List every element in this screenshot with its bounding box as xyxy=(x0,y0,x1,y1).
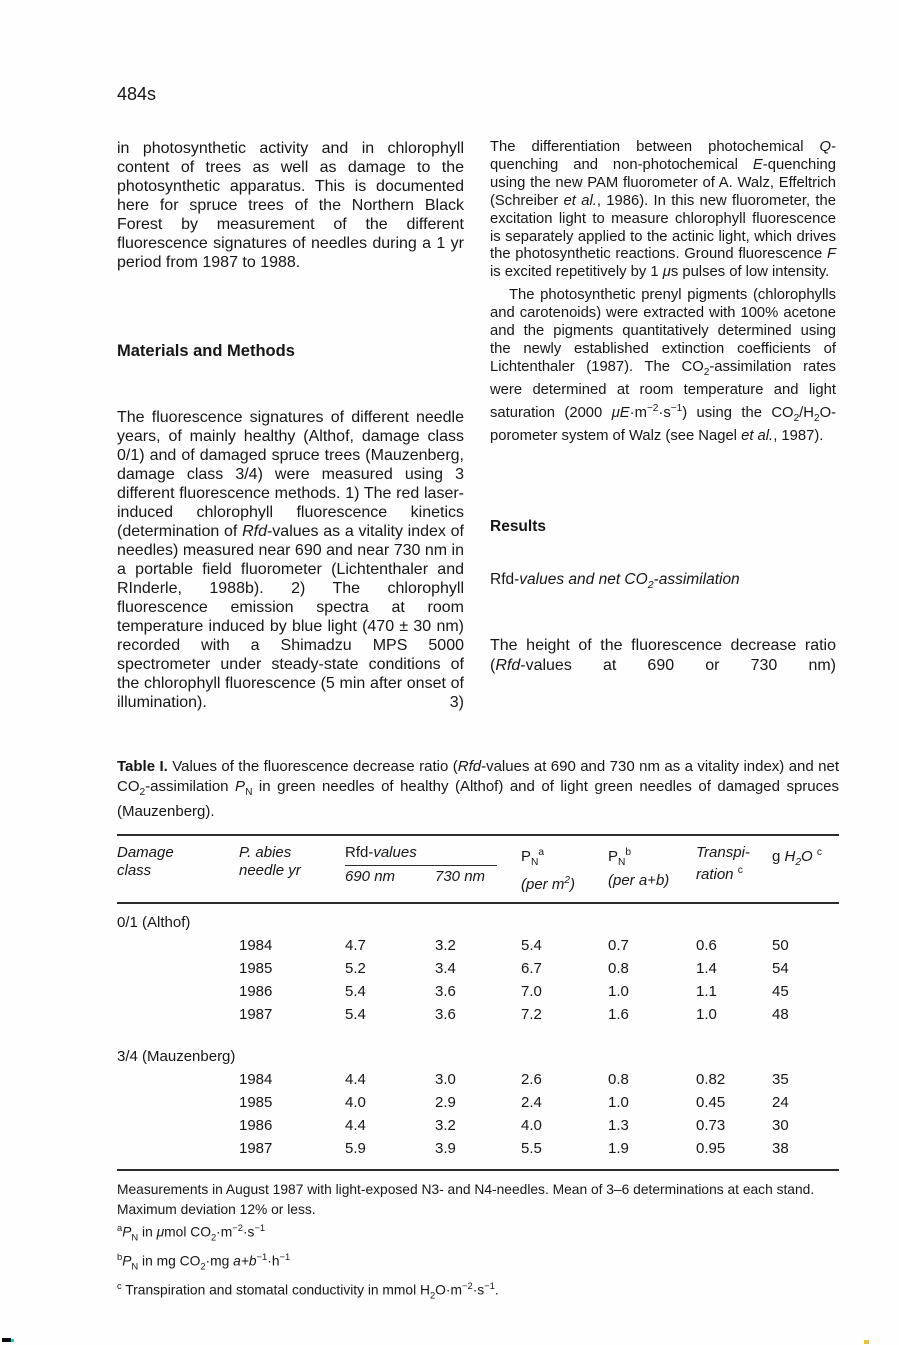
table-cell: 2.9 xyxy=(435,1094,456,1111)
table-cell: 0.8 xyxy=(608,1071,629,1088)
table-cell: 1.4 xyxy=(696,959,717,977)
table-cell: 4.4 xyxy=(345,1117,366,1134)
table-cell-empty xyxy=(117,980,239,1003)
table-cell: 1.0 xyxy=(608,982,629,1000)
rfd-values-label: Rfd-values xyxy=(345,844,497,867)
table-cell: 1987 xyxy=(239,1140,273,1157)
right-column xyxy=(490,139,836,676)
table-header-needle-year: P. abies needle yr xyxy=(239,835,345,903)
results-paragraph: The height of the fluorescence decrease ratio (Rfd-values at 690 or 730 nm) xyxy=(490,637,836,675)
table-header-690nm: 690 nm xyxy=(345,868,396,885)
table-header-pn-per-ab: $P_N^b$ (per a+b) xyxy=(608,835,696,903)
table-cell: 35 xyxy=(772,1071,789,1088)
table-cell: 1.3 xyxy=(608,1117,629,1134)
table-cell: 0.82 xyxy=(696,1071,726,1088)
table-cell-empty xyxy=(117,957,239,980)
footnote-a: $^aP_N$ in μmol $CO_2\cdot m^{-2}\cdot s^{-1}$ xyxy=(117,1223,266,1243)
table-cell-empty xyxy=(117,934,239,957)
scan-artifact-dark xyxy=(2,1338,11,1342)
table-cell: 7.2 xyxy=(521,1005,542,1023)
table-cell: 3.2 xyxy=(435,936,456,954)
table-group-row xyxy=(117,903,839,935)
left-column xyxy=(117,139,464,712)
pigments-paragraph: The photosynthetic prenyl pigments (chlorophylls and carotenoids) were extracted with 100% acetone and the pigments quantitatively determined using the newly established extinction coefficients of Lichtenthaler (1987). The $CO_2$-assimilation rates were determined at room temperature and light saturation (2000 $\mu E\cdot m^{-2}\cdot s^{-1}$) using the $CO_2/H_2O$-porometer system of Walz (see Nagel et al., 1987). xyxy=(490,287,836,444)
table-cell: 4.4 xyxy=(345,1071,366,1088)
table-cell: 50 xyxy=(772,936,789,954)
table-cell: 1.9 xyxy=(608,1140,629,1157)
table-cell: 0.73 xyxy=(696,1117,726,1134)
table-cell: 3.2 xyxy=(435,1117,456,1134)
table-cell: 0.45 xyxy=(696,1094,726,1111)
table-cell-empty xyxy=(117,1138,239,1171)
table-cell: 38 xyxy=(772,1140,789,1157)
table-cell-empty xyxy=(117,1003,239,1026)
table-cell: 1986 xyxy=(239,982,273,1000)
table-header-row xyxy=(117,835,839,903)
table-row xyxy=(117,1003,839,1026)
table-row xyxy=(117,1115,839,1138)
table-row xyxy=(117,1092,839,1115)
scan-artifact-cyan xyxy=(11,1339,14,1342)
table-cell: 45 xyxy=(772,982,789,1000)
table-cell: 0.8 xyxy=(608,959,629,977)
table-cell: 4.7 xyxy=(345,936,366,954)
table-body xyxy=(117,903,839,1171)
table-cell: 1.0 xyxy=(608,1094,629,1111)
table-cell: 6.7 xyxy=(521,959,542,977)
table-cell: 0.95 xyxy=(696,1140,726,1157)
table-header-gh2o: g $H_2O$ $^c$ xyxy=(772,835,839,903)
table-cell-empty xyxy=(117,1092,239,1115)
table-row xyxy=(117,957,839,980)
table-cell: 1985 xyxy=(239,959,273,977)
table-cell: 54 xyxy=(772,959,789,977)
table-cell: 5.4 xyxy=(345,1005,366,1023)
page-number: 484s xyxy=(117,84,157,104)
table-cell: 1987 xyxy=(239,1005,273,1023)
footnote-c: $^c$ Transpiration and stomatal conductivity in mmol $H_2O\cdot m^{-2}\cdot s^{-1}$. xyxy=(117,1280,499,1301)
table-cell: 5.2 xyxy=(345,959,366,977)
table-cell: 2.6 xyxy=(521,1071,542,1088)
table-cell: 2.4 xyxy=(521,1094,542,1111)
table-cell: 5.4 xyxy=(521,936,542,954)
table-cell: 1984 xyxy=(239,936,273,954)
results-heading: Results xyxy=(490,517,546,535)
table-cell: 30 xyxy=(772,1117,789,1134)
footnote-b: $^bP_N$ in mg $CO_2\cdot mg$ $a+b^{-1}\cdot h^{-1}$ xyxy=(117,1251,291,1272)
table-header-transpiration: Transpi- ration $^c$ xyxy=(696,835,772,903)
table-cell: 48 xyxy=(772,1005,789,1023)
table-header-730nm: 730 nm xyxy=(435,868,486,885)
table-cell-empty xyxy=(117,1115,239,1138)
table-group-label: 0/1 (Althof) xyxy=(117,913,191,931)
table-cell: 0.7 xyxy=(608,936,629,954)
table-cell: 5.4 xyxy=(345,982,366,1000)
table-cell: 3.9 xyxy=(435,1140,456,1157)
table-cell: 4.0 xyxy=(345,1094,366,1111)
table-cell: 4.0 xyxy=(521,1117,542,1134)
table-cell: 5.5 xyxy=(521,1140,542,1157)
table-row xyxy=(117,934,839,957)
table-group-label: 3/4 (Mauzenberg) xyxy=(117,1048,236,1065)
table-cell: 3.6 xyxy=(435,982,456,1000)
table-cell: 1.1 xyxy=(696,982,717,1000)
data-table xyxy=(117,834,839,1172)
table-header-pn-per-m2: $P_N^a$ (per $m^2$) xyxy=(521,835,608,903)
table-cell: 5.9 xyxy=(345,1140,366,1157)
methods-paragraph: The fluorescence signatures of different needle years, of mainly healthy (Althof, damage class 0/1) and of damaged spruce trees (Mauzenberg, damage class 3/4) were measured using 3 different fluorescence methods. 1) The red laser-induced chlorophyll fluorescence kinetics (determination of Rfd-values as a vitality index of needles) measured near 690 and near 730 nm in a portable field fluorometer (Lichtenthaler and RInderle, 1988b). 2) The chlorophyll fluorescence emission spectra at room temperature induced by blue light (470 ± 30 nm) recorded with a Shimadzu MPS 5000 spectrometer under steady-state conditions of the chlorophyll fluorescence (5 min after onset of illumination). 3) xyxy=(117,409,464,711)
table-footnotes xyxy=(117,1180,839,1306)
pam-paragraph: The differentiation between photochemical Q-quenching and non-photochemical E-quenching using the new PAM fluorometer of A. Walz, Effeltrich (Schreiber et al., 1986). In this new fluorometer, the excitation light to measure chlorophyll fluorescence is separately applied to the actinic light, which drives the photosynthetic reactions. Ground fluorescence F is excited repetitively by 1 μs pulses of low intensity. xyxy=(490,139,836,281)
table-cell: 1.0 xyxy=(696,1005,717,1023)
table-cell: 1986 xyxy=(239,1117,273,1134)
materials-heading: Materials and Methods xyxy=(117,342,295,360)
table-group-row xyxy=(117,1026,839,1069)
table-cell: 1985 xyxy=(239,1094,273,1111)
footnote-general: Measurements in August 1987 with light-exposed N3- and N4-needles. Mean of 3–6 determinations at each stand. Maximum deviation 12% or less. xyxy=(117,1182,815,1217)
scan-artifact-yellow xyxy=(864,1340,869,1344)
table-row xyxy=(117,1138,839,1171)
subsection-heading: Rfd-values and net $CO_2$-assimilation xyxy=(490,571,740,592)
table-cell: 1.6 xyxy=(608,1005,629,1023)
table-row xyxy=(117,1069,839,1092)
table-block xyxy=(117,757,839,1306)
table-header-rfd-values xyxy=(345,835,521,903)
intro-paragraph: in photosynthetic activity and in chlorophyll content of trees as well as damage to the photosynthetic apparatus. This is documented here for spruce trees of the Northern Black Forest by measurement of the different fluorescence signatures of needles during a 1 yr period from 1987 to 1988. xyxy=(117,140,464,271)
table-cell: 3.6 xyxy=(435,1005,456,1023)
table-header-damage-class: Damage class xyxy=(117,835,239,903)
table-cell: 3.4 xyxy=(435,959,456,977)
table-cell: 3.0 xyxy=(435,1071,456,1088)
table-cell: 7.0 xyxy=(521,982,542,1000)
table-caption: Table I. Values of the fluorescence decrease ratio (Rfd-values at 690 and 730 nm as a vitality index) and net $CO_2$-assimilation $P_N$ in green needles of healthy (Althof) and of light green needles of damaged spruces (Mauzenberg). xyxy=(117,758,839,820)
table-cell-empty xyxy=(117,1069,239,1092)
table-cell: 24 xyxy=(772,1094,789,1111)
table-row xyxy=(117,980,839,1003)
table-cell: 0.6 xyxy=(696,936,717,954)
table-cell: 1984 xyxy=(239,1071,273,1088)
